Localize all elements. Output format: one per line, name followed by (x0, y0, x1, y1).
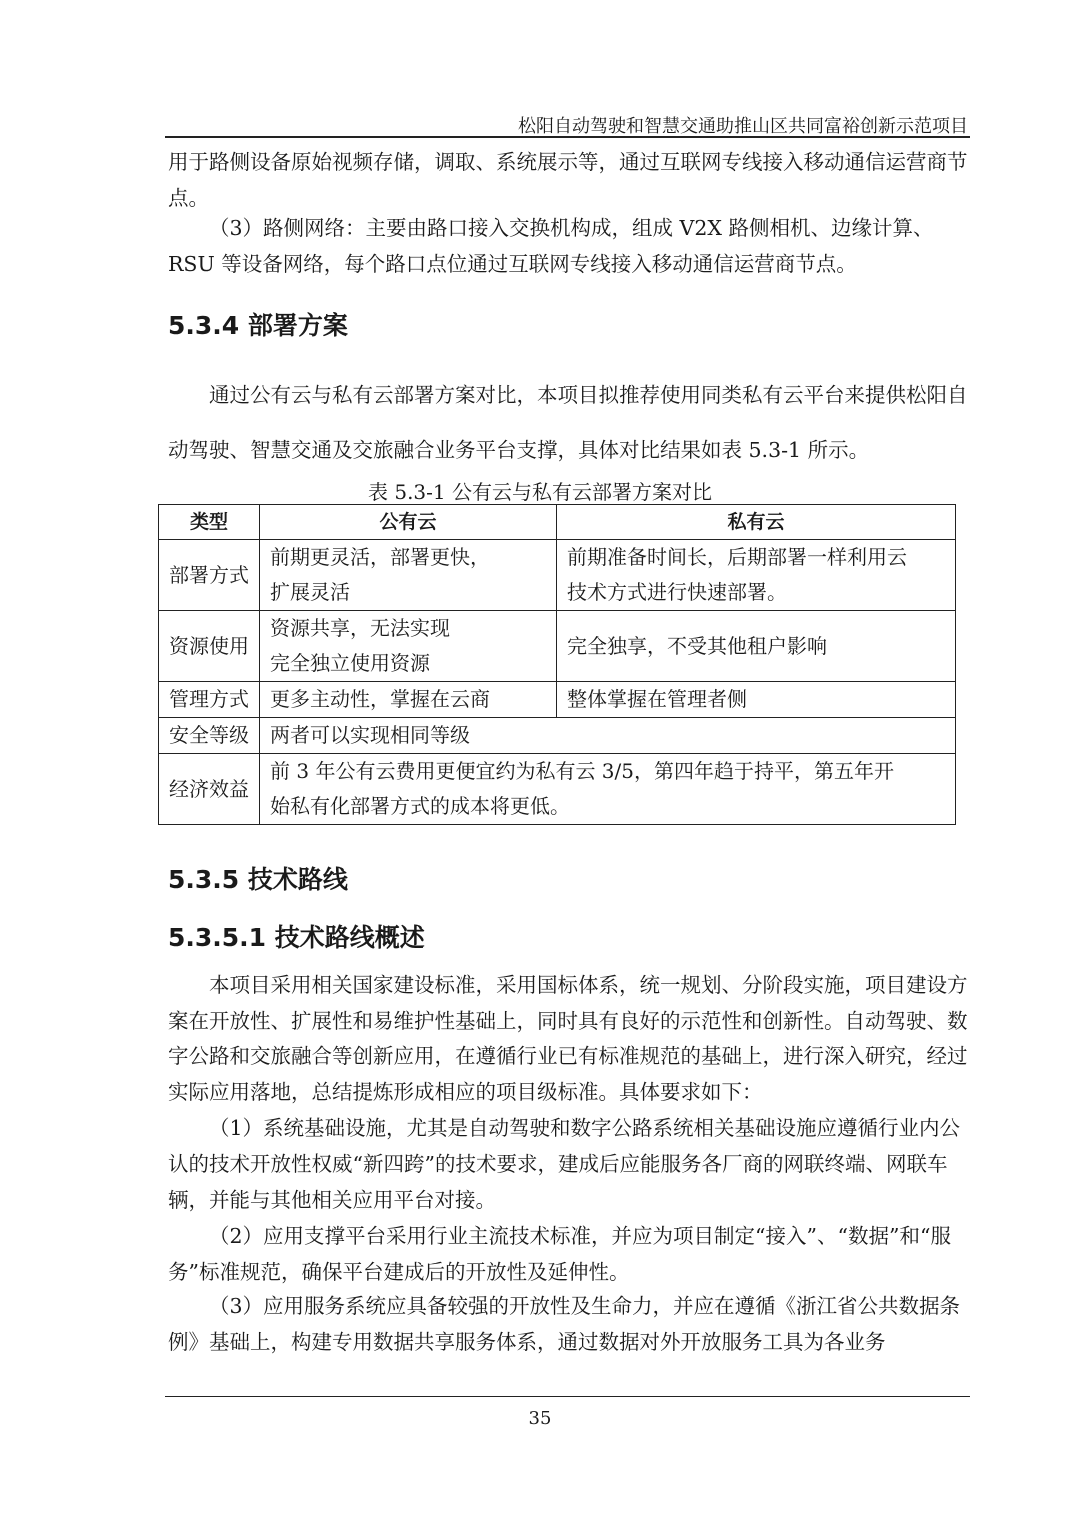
intro-paragraph-2: （3）路侧网络：主要由路口接入交换机构成，组成 V2X 路侧相机、边缘计算、RSU 等设备网络，每个路口点位通过互联网专线接入移动通信运营商节点。 (168, 216, 934, 276)
table-row (159, 682, 956, 718)
section-heading-5-3-5-1: 5.3.5.1 技术路线概述 (168, 923, 425, 952)
public-cloud-cell (260, 540, 557, 611)
merged-cell (260, 754, 956, 825)
private-cloud-cell (557, 540, 956, 611)
table-row (159, 611, 956, 682)
row-type-cell: 安全等级 (159, 718, 260, 754)
cell-line: 扩展灵活 (270, 580, 350, 604)
row-type-cell: 资源使用 (159, 611, 260, 682)
row-type-cell: 部署方式 (159, 540, 260, 611)
table-row (159, 540, 956, 611)
table-caption: 表 5.3-1 公有云与私有云部署方案对比 (367, 480, 712, 504)
cell-line: 始私有化部署方式的成本将更低。 (270, 794, 570, 818)
cell-line: 完全独立使用资源 (270, 651, 430, 675)
row-type-cell: 管理方式 (159, 682, 260, 718)
requirement-3: （3）应用服务系统应具备较强的开放性及生命力，并应在遵循《浙江省公共数据条例》基础上，构建专用数据共享服务体系，通过数据对外开放服务工具为各业务 (168, 1294, 961, 1354)
intro-paragraph-1: 用于路侧设备原始视频存储，调取、系统展示等，通过互联网专线接入移动通信运营商节点。 (168, 150, 968, 210)
private-cloud-cell (557, 611, 956, 682)
page-number: 35 (528, 1408, 552, 1429)
requirement-2: （2）应用支撑平台采用行业主流技术标准，并应为项目制定“接入”、“数据”和“服务”标准规范，确保平台建成后的开放性及延伸性。 (168, 1224, 951, 1284)
deployment-paragraph: 通过公有云与私有云部署方案对比，本项目拟推荐使用同类私有云平台来提供松阳自动驾驶、智慧交通及交旅融合业务平台支撑，具体对比结果如表 5.3-1 所示。 (168, 383, 968, 462)
header-divider (165, 136, 970, 138)
cell-line: 完全独享，不受其他租户影响 (567, 633, 827, 658)
header-public-cloud: 公有云 (260, 505, 557, 540)
cell-line: 技术方式进行快速部署。 (567, 580, 787, 604)
footer-divider (165, 1396, 970, 1397)
private-cloud-cell (557, 682, 956, 718)
comparison-table (158, 504, 956, 825)
cell-line: 前期更灵活，部署更快， (270, 545, 490, 569)
table-row (159, 754, 956, 825)
table-header-row (159, 505, 956, 540)
section-heading-5-3-4: 5.3.4 部署方案 (168, 311, 348, 340)
header-private-cloud: 私有云 (557, 505, 956, 540)
row-type-cell: 经济效益 (159, 754, 260, 825)
public-cloud-cell (260, 682, 557, 718)
table-row (159, 718, 956, 754)
cell-line: 两者可以实现相同等级 (270, 723, 470, 747)
cell-line: 前期准备时间长，后期部署一样利用云 (567, 545, 907, 569)
requirement-1: （1）系统基础设施，尤其是自动驾驶和数字公路系统相关基础设施应遵循行业内公认的技术开放性权威“新四跨”的技术要求，建成后应能服务各厂商的网联终端、网联车辆，并能与其他相关应用平台对接。 (168, 1116, 961, 1212)
tech-route-paragraph: 本项目采用相关国家建设标准，采用国标体系，统一规划、分阶段实施，项目建设方案在开放性、扩展性和易维护性基础上，同时具有良好的示范性和创新性。自动驾驶、数字公路和交旅融合等创新应用，在遵循行业已有标准规范的基础上，进行深入研究，经过实际应用落地，总结提炼形成相应的项目级标准。具体要求如下： (168, 973, 968, 1104)
cell-line: 更多主动性，掌握在云商 (270, 687, 490, 711)
merged-cell (260, 718, 956, 754)
section-heading-5-3-5: 5.3.5 技术路线 (168, 865, 348, 894)
page-header-title: 松阳自动驾驶和智慧交通助推山区共同富裕创新示范项目 (518, 116, 968, 137)
cell-line: 前 3 年公有云费用更便宜约为私有云 3/5，第四年趋于持平，第五年开 (270, 759, 894, 783)
public-cloud-cell (260, 611, 557, 682)
header-type: 类型 (159, 505, 260, 540)
cell-line: 资源共享，无法实现 (270, 616, 450, 640)
cell-line: 整体掌握在管理者侧 (567, 687, 747, 711)
